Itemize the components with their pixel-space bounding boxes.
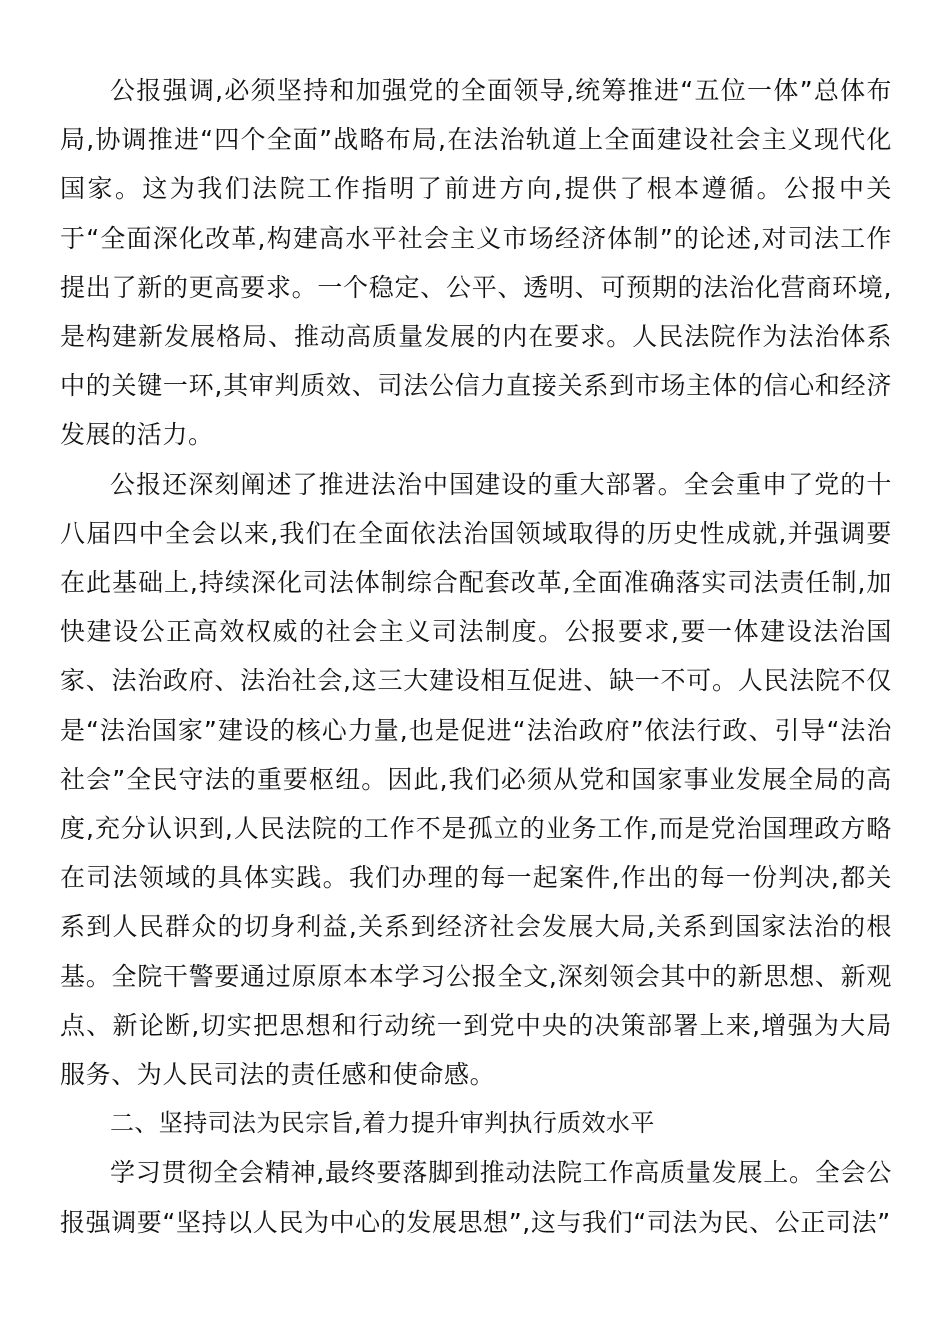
paragraph-3: 学习贯彻全会精神,最终要落脚到推动法院工作高质量发展上。全会公报强调要“坚持以人民为中心的发展思想”,这与我们“司法为民、公正司法” [60, 1158, 892, 1237]
document-body [60, 66, 892, 1247]
paragraph-2: 公报还深刻阐述了推进法治中国建设的重大部署。全会重申了党的十八届四中全会以来,我们在全面依法治国领域取得的历史性成就,并强调要在此基础上,持续深化司法体制综合配套改革,全面准确落实司法责任制,加快建设公正高效权威的社会主义司法制度。公报要求,要一体建设法治国家、法治政府、法治社会,这三大建设相互促进、缺一不可。人民法院不仅是“法治国家”建设的核心力量,也是促进“法治政府”依法行政、引导“法治社会”全民守法的重要枢纽。因此,我们必须从党和国家事业发展全局的高度,充分认识到,人民法院的工作不是孤立的业务工作,而是党治国理政方略在司法领域的具体实践。我们办理的每一起案件,作出的每一份判决,都关系到人民群众的切身利益,关系到经济社会发展大局,关系到国家法治的根基。全院干警要通过原原本本学习公报全文,深刻领会其中的新思想、新观点、新论断,切实把思想和行动统一到党中央的决策部署上来,增强为大局服务、为人民司法的责任感和使命感。 [60, 469, 892, 1090]
paragraph-1: 公报强调,必须坚持和加强党的全面领导,统筹推进“五位一体”总体布局,协调推进“四个全面”战略布局,在法治轨道上全面建设社会主义现代化国家。这为我们法院工作指明了前进方向,提供了根本遵循。公报中关于“全面深化改革,构建高水平社会主义市场经济体制”的论述,对司法工作提出了新的更高要求。一个稳定、公平、透明、可预期的法治化营商环境,是构建新发展格局、推动高质量发展的内在要求。人民法院作为法治体系中的关键一环,其审判质效、司法公信力直接关系到市场主体的信心和经济发展的活力。 [60, 76, 892, 450]
section-heading: 二、坚持司法为民宗旨,着力提升审判执行质效水平 [110, 1109, 655, 1138]
